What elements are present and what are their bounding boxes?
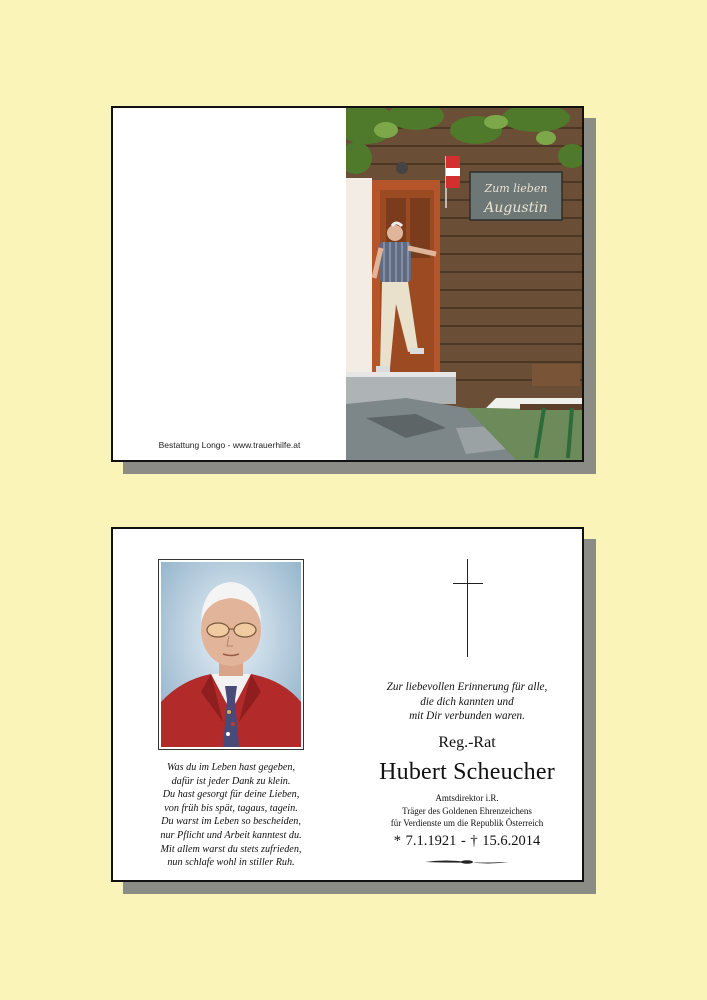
occupation-line: für Verdienste um die Republik Österreich xyxy=(390,818,544,828)
memorial-line: Zur liebevollen Erinnerung für alle, xyxy=(386,681,548,693)
portrait-photo xyxy=(158,559,304,750)
front-card-blank-page xyxy=(113,108,346,460)
poem xyxy=(131,761,331,870)
occupation-text xyxy=(348,792,584,830)
poem-line: Was du im Leben hast gegeben, xyxy=(166,762,296,773)
deceased-name: Hubert Scheucher xyxy=(379,759,555,785)
cabin-photo xyxy=(346,108,582,460)
back-card xyxy=(111,527,584,882)
occupation-line: Träger des Goldenen Ehrenzeichens xyxy=(402,805,532,816)
sign-text-line1: Zum lieben xyxy=(484,182,548,195)
poem-line: Du warst im Leben so bescheiden, xyxy=(161,816,301,828)
poem-line: Du hast gesorgt für deine Lieben, xyxy=(162,789,300,801)
life-dates: * 7.1.1921 - † 15.6.2014 xyxy=(393,833,541,849)
memorial-line: mit Dir verbunden waren. xyxy=(409,710,525,722)
poem-line: Mit allem warst du stets zufrieden, xyxy=(160,843,302,855)
poem-line: nun schlafe wohl in stiller Ruh. xyxy=(167,857,295,869)
cross-icon xyxy=(453,559,483,657)
poem-line: nur Pflicht und Arbeit kanntest du. xyxy=(160,829,302,841)
memorial-line: die dich kannten und xyxy=(420,695,514,708)
undertaker-credit: Bestattung Longo - www.trauerhilfe.at xyxy=(158,440,301,450)
occupation-line: Amtsdirektor i.R. xyxy=(435,793,499,803)
memorial-text xyxy=(348,680,584,724)
front-card xyxy=(111,106,584,462)
poem-line: von früh bis spät, tagaus, tagein. xyxy=(164,802,298,814)
poem-line: dafür ist jeder Dank zu klein. xyxy=(171,775,291,787)
honorary-title: Reg.-Rat xyxy=(438,734,496,751)
sign-text-line2: Augustin xyxy=(484,200,548,216)
divider-ornament xyxy=(425,859,509,865)
